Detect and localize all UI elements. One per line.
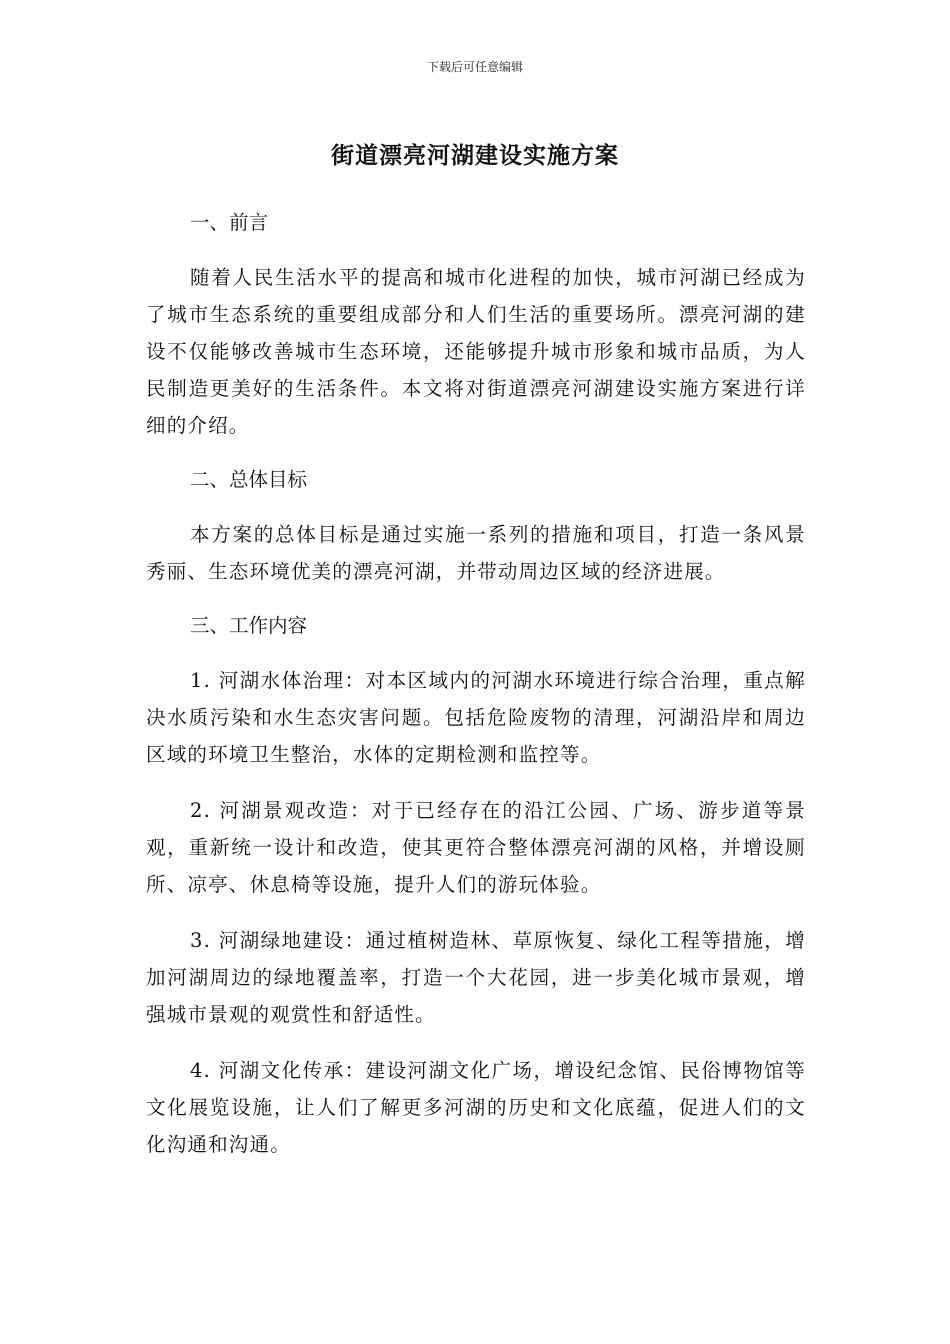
work-item-landscape-renovation: 2. 河湖景观改造：对于已经存在的沿江公园、广场、游步道等景观，重新统一设计和改造，使其更符合整体漂亮河湖的风格，并增设厕所、凉亭、休息椅等设施，提升人们的游玩体验。 — [146, 799, 806, 896]
section-heading-work: 三、工作内容 — [190, 614, 308, 637]
header-note: 下载后可任意编辑 — [426, 60, 523, 74]
work-item-water-governance: 1. 河湖水体治理：对本区域内的河湖水环境进行综合治理，重点解决水质污染和水生态灾害问题。包括危险废物的清理，河湖沿岸和周边区域的环境卫生整治，水体的定期检测和监控等。 — [146, 669, 806, 766]
paragraph-intro: 随着人民生活水平的提高和城市化进程的加快，城市河湖已经成为了城市生态系统的重要组成部分和人们生活的重要场所。漂亮河湖的建设不仅能够改善城市生态环境，还能够提升城市形象和城市品质，为人民制造更美好的生活条件。本文将对街道漂亮河湖建设实施方案进行详细的介绍。 — [146, 266, 806, 437]
work-item-cultural-heritage: 4. 河湖文化传承：建设河湖文化广场，增设纪念馆、民俗博物馆等文化展览设施，让人们了解更多河湖的历史和文化底蕴，促进人们的文化沟通和沟通。 — [146, 1059, 806, 1156]
document-body — [146, 206, 806, 1182]
work-item-green-space: 3. 河湖绿地建设：通过植树造林、草原恢复、绿化工程等措施，增加河湖周边的绿地覆盖率，打造一个大花园，进一步美化城市景观，增强城市景观的观赏性和舒适性。 — [146, 929, 806, 1026]
section-heading-intro: 一、前言 — [190, 211, 269, 234]
section-heading-goal: 二、总体目标 — [190, 468, 308, 491]
paragraph-goal: 本方案的总体目标是通过实施一系列的措施和项目，打造一条风景秀丽、生态环境优美的漂亮河湖，并带动周边区域的经济进展。 — [146, 523, 806, 583]
page-title: 街道漂亮河湖建设实施方案 — [331, 143, 619, 169]
